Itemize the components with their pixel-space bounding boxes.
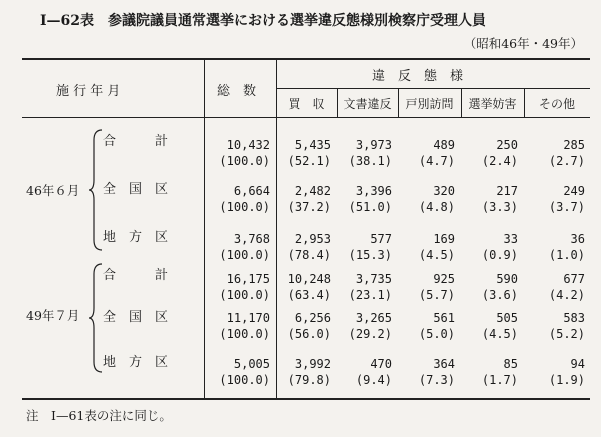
cell-percent: (4.5) [481, 327, 518, 341]
cell-value: 85 [503, 357, 518, 371]
cell-percent: (37.2) [287, 200, 331, 214]
table-cell [200, 231, 270, 263]
period-label: 46年６月 [26, 183, 80, 198]
cell-percent: (1.9) [548, 373, 585, 387]
cell-percent: (51.0) [348, 200, 392, 214]
cell-value: 10,432 [226, 138, 270, 152]
cell-value: 925 [433, 272, 455, 286]
header-type-document: 文書違反 [343, 97, 392, 111]
cell-percent: (0.9) [481, 248, 518, 262]
cell-percent: (3.3) [481, 200, 518, 214]
header-total: 総 数 [217, 84, 257, 99]
cell-value: 16,175 [226, 272, 270, 286]
cell-value: 3,735 [355, 272, 392, 286]
cell-percent: (100.0) [219, 288, 270, 302]
table-cell [200, 310, 270, 342]
cell-value: 3,396 [355, 184, 392, 198]
cell-percent: (23.1) [348, 288, 392, 302]
table-cell [515, 310, 585, 342]
table-cell [385, 231, 455, 263]
cell-value: 5,005 [233, 357, 270, 371]
row-label: 地 方 区 [103, 355, 169, 370]
table-cell [515, 356, 585, 388]
table-cell [385, 137, 455, 169]
cell-value: 3,992 [294, 357, 331, 371]
cell-percent: (4.7) [418, 154, 455, 168]
cell-percent: (56.0) [287, 327, 331, 341]
table-cell [261, 137, 331, 169]
header-type-other: その他 [538, 97, 575, 111]
table-cell [261, 356, 331, 388]
cell-value: 36 [570, 232, 585, 246]
table-cell [261, 271, 331, 303]
cell-value: 11,170 [226, 311, 270, 325]
cell-value: 249 [563, 184, 585, 198]
table-cell [322, 231, 392, 263]
cell-value: 3,768 [233, 232, 270, 246]
cell-percent: (4.8) [418, 200, 455, 214]
cell-value: 2,953 [294, 232, 331, 246]
cell-value: 285 [563, 138, 585, 152]
table-cell [200, 356, 270, 388]
table-cell [448, 137, 518, 169]
header-period: 施 行 年 月 [56, 84, 121, 99]
cell-value: 6,664 [233, 184, 270, 198]
cell-percent: (1.7) [481, 373, 518, 387]
row-label: 全 国 区 [103, 310, 169, 325]
cell-value: 5,435 [294, 138, 331, 152]
cell-value: 217 [496, 184, 518, 198]
table-cell [322, 356, 392, 388]
cell-value: 3,265 [355, 311, 392, 325]
table-cell [200, 183, 270, 215]
table-cell [448, 356, 518, 388]
cell-percent: (9.4) [355, 373, 392, 387]
cell-percent: (2.4) [481, 154, 518, 168]
cell-percent: (15.3) [348, 248, 392, 262]
subheader-rule [276, 88, 590, 89]
cell-value: 6,256 [294, 311, 331, 325]
footnote: 注 Ⅰ—61表の注に同じ。 [26, 408, 172, 423]
cell-percent: (3.7) [548, 200, 585, 214]
table-cell [515, 231, 585, 263]
cell-percent: (79.8) [287, 373, 331, 387]
header-type-canvassing: 戸別訪問 [405, 97, 454, 111]
row-label: 合 計 [103, 268, 169, 283]
table-cell [322, 137, 392, 169]
bottom-rule [22, 398, 590, 400]
table-cell [448, 310, 518, 342]
table-cell [261, 310, 331, 342]
cell-percent: (52.1) [287, 154, 331, 168]
table-cell [261, 183, 331, 215]
cell-percent: (7.3) [418, 373, 455, 387]
cell-percent: (5.0) [418, 327, 455, 341]
period-label: 49年７月 [26, 308, 80, 323]
cell-value: 320 [433, 184, 455, 198]
cell-value: 364 [433, 357, 455, 371]
cell-percent: (100.0) [219, 248, 270, 262]
cell-percent: (2.7) [548, 154, 585, 168]
table-cell [200, 137, 270, 169]
cell-value: 583 [563, 311, 585, 325]
cell-value: 505 [496, 311, 518, 325]
table-title: Ⅰ—62表 参議院議員通常選挙における選挙違反態様別検察庁受理人員 [40, 13, 487, 29]
cell-percent: (1.0) [548, 248, 585, 262]
cell-percent: (38.1) [348, 154, 392, 168]
header-type-obstruction: 選挙妨害 [468, 97, 517, 111]
cell-value: 250 [496, 138, 518, 152]
table-cell [261, 231, 331, 263]
table-cell [385, 356, 455, 388]
row-label: 地 方 区 [103, 230, 169, 245]
col-divider [204, 58, 205, 398]
table-cell [385, 310, 455, 342]
cell-value: 2,482 [294, 184, 331, 198]
cell-value: 561 [433, 311, 455, 325]
table-cell [322, 310, 392, 342]
cell-value: 577 [370, 232, 392, 246]
row-label: 合 計 [103, 134, 169, 149]
table-cell [515, 183, 585, 215]
table-cell [515, 271, 585, 303]
table-cell [322, 271, 392, 303]
cell-percent: (5.7) [418, 288, 455, 302]
cell-percent: (3.6) [481, 288, 518, 302]
header-rule [22, 117, 590, 118]
cell-percent: (100.0) [219, 154, 270, 168]
cell-value: 3,973 [355, 138, 392, 152]
cell-value: 33 [503, 232, 518, 246]
top-rule [22, 58, 590, 60]
table-cell [385, 183, 455, 215]
table-cell [515, 137, 585, 169]
header-type-bribery: 買 収 [288, 97, 325, 111]
table-cell [385, 271, 455, 303]
cell-percent: (4.5) [418, 248, 455, 262]
cell-value: 169 [433, 232, 455, 246]
cell-percent: (78.4) [287, 248, 331, 262]
table-subtitle: （昭和46年・49年） [463, 36, 583, 51]
cell-value: 489 [433, 138, 455, 152]
cell-percent: (4.2) [548, 288, 585, 302]
cell-value: 590 [496, 272, 518, 286]
cell-value: 470 [370, 357, 392, 371]
row-label: 全 国 区 [103, 182, 169, 197]
table-cell [448, 183, 518, 215]
cell-value: 94 [570, 357, 585, 371]
table-cell [200, 271, 270, 303]
brace-icon [88, 262, 104, 374]
cell-percent: (5.2) [548, 327, 585, 341]
table-cell [448, 231, 518, 263]
table-cell [448, 271, 518, 303]
cell-percent: (29.2) [348, 327, 392, 341]
brace-icon [88, 128, 104, 252]
cell-value: 10,248 [287, 272, 331, 286]
cell-percent: (100.0) [219, 373, 270, 387]
cell-percent: (100.0) [219, 327, 270, 341]
cell-value: 677 [563, 272, 585, 286]
header-violation: 違 反 態 様 [372, 69, 464, 84]
cell-percent: (63.4) [287, 288, 331, 302]
table-cell [322, 183, 392, 215]
cell-percent: (100.0) [219, 200, 270, 214]
